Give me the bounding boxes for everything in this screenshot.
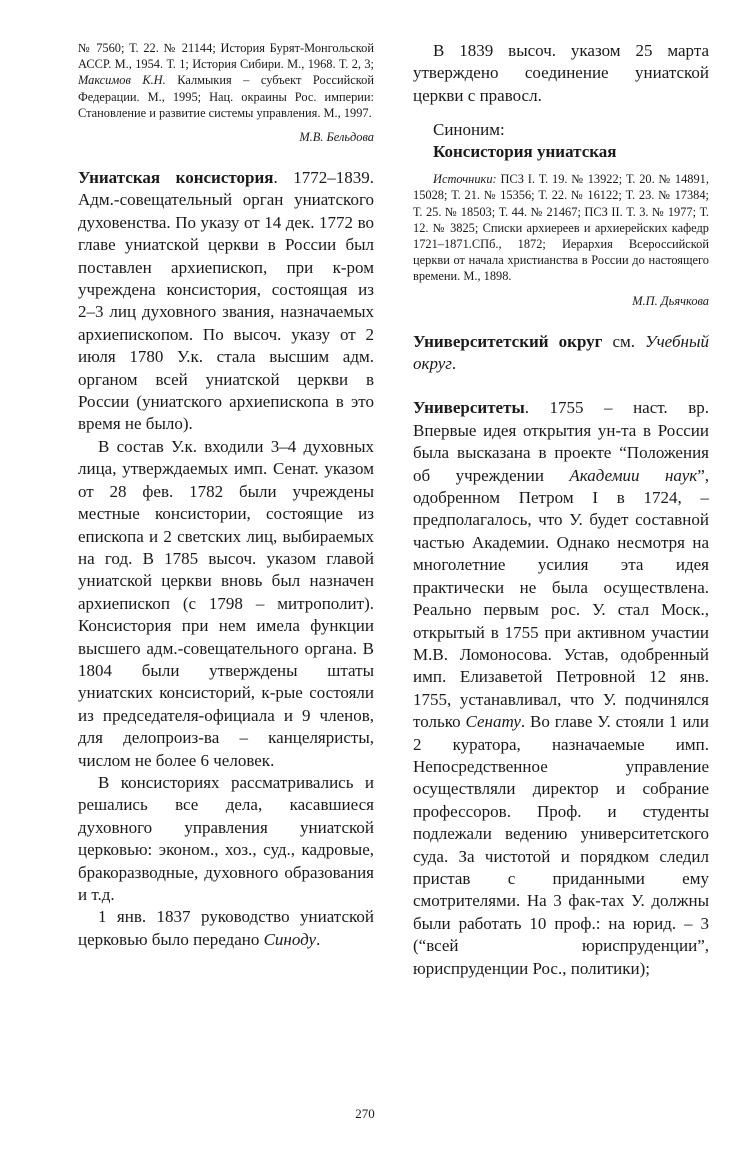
right-column	[413, 40, 709, 980]
cross-reference: Синоду	[263, 929, 317, 949]
paragraph: В 1839 высоч. указом 25 марта утверждено соединение униатской церкви с правосл.	[413, 41, 709, 105]
entry-uniate-consistory: Униатская консистория. 1772–1839. Адм.-совещательный орган униатского духовенства. По указу от 14 дек. 1772 во главе униатской церкви в России был поставлен архиепископ, при к-ром учреждена консистория, состоящая из 2–3 лиц духовного звания, назначаемых архиепископом. По высоч. указу от 2 июля 1780 У.к. стала высшим адм. органом всей униатской церкви в России (униатского архиепископа в это время не было).	[78, 168, 374, 434]
sources: Источники: ПСЗ I. Т. 19. № 13922; Т. 20. № 14891, 15028; Т. 21. № 15356; Т. 22. № 16122; Т. 23. № 17384; Т. 25. № 18503; Т. 44. № 21467; ПСЗ II. Т. 3. № 1977; Т. 12. № 3825; Списки архиереев и архиерейских кафедр 1721–1871.СПб., 1872; Иерархия Всероссийской церкви от начала христианства в России до настоящего времени. М., 1898.	[413, 172, 709, 284]
paragraph: В консисториях рассматривались и решались все дела, касавшиеся духовного управления униатской церковью: эконом., хоз., суд., кадровые, бракоразводные, духовного образования и т.д.	[78, 772, 374, 905]
cross-reference: Учебный округ	[413, 331, 709, 374]
synonym-value: Консистория униатская	[433, 142, 617, 162]
entry-author: М.П. Дьячкова	[632, 293, 709, 308]
entry-universities: Университеты. 1755 – наст. вр. Впервые идея открытия ун-та в России была высказана в проекте “Положения об учреждении Академии наук”, одобренном Петром I в 1724, – предполагалось, что У. будет составной частью Академии. Однако несмотря на многолетние усилия эта идея практически не была осуществлена. Реально первым рос. У. стал Моск., открытый в 1755 при активном участии М.В. Ломоносова. Устав, одобренный имп. Елизаветой Петровной 12 янв. 1755, устанавливал, что У. подчинялся только Сенату. Во главе У. стояли 1 или 2 куратора, назначаемые имп. Непосредственное управление осуществляли директор и собрание профессоров. Проф. и студенты подлежали ведению университетского суда. За чистотой и порядком следил пристав с приданными ему смотрителями. На 3 фак-тах У. должны были работать 10 проф.: на юрид. – 3 (“всей юриспруденции”, юриспруденции Рос., политики);	[413, 398, 709, 978]
paragraph: В состав У.к. входили 3–4 духовных лица, утверждаемых имп. Сенат. указом от 28 фев. 1782 были учреждены местные консистории, состоящие из епископа и 2 светских лиц, выбираемых на год. В 1785 высоч. указом главой униатской церкви вновь был назначен архиепископ (с 1798 – митрополит). Консистория при нем имела функции высшего адм.-совещательного органа. В 1804 были утверждены штаты униатских консисторий, к-рые состояли из председателя-официала и 9 членов, для делопроиз-ва – канцеляристы, числом не более 6 человек.	[78, 436, 374, 770]
entry-university-district: Университетский округ см. Учебный округ.	[413, 331, 709, 374]
left-column	[78, 40, 374, 951]
previous-entry-author: М.В. Бельдова	[299, 130, 374, 145]
cross-reference: Сенату	[465, 712, 521, 732]
page-number: 270	[355, 1106, 375, 1121]
entry-title: Униатская консистория	[78, 168, 274, 188]
synonym-label: Синоним:	[433, 120, 505, 140]
paragraph: 1 янв. 1837 руководство униатской церковью было передано Синоду.	[78, 907, 374, 949]
entry-title: Университеты	[413, 398, 525, 418]
previous-entry-sources: № 7560; Т. 22. № 21144; История Бурят-Монгольской АССР. М., 1954. Т. 1; История Сибири. М., 1968. Т. 2, 3; Максимов К.Н. Калмыкия – субъект Российской Федерации. М., 1995; Нац. окраины Рос. империи: Становление и развитие системы управления. М., 1997.	[78, 41, 374, 120]
cross-reference: Академии наук	[569, 465, 698, 485]
